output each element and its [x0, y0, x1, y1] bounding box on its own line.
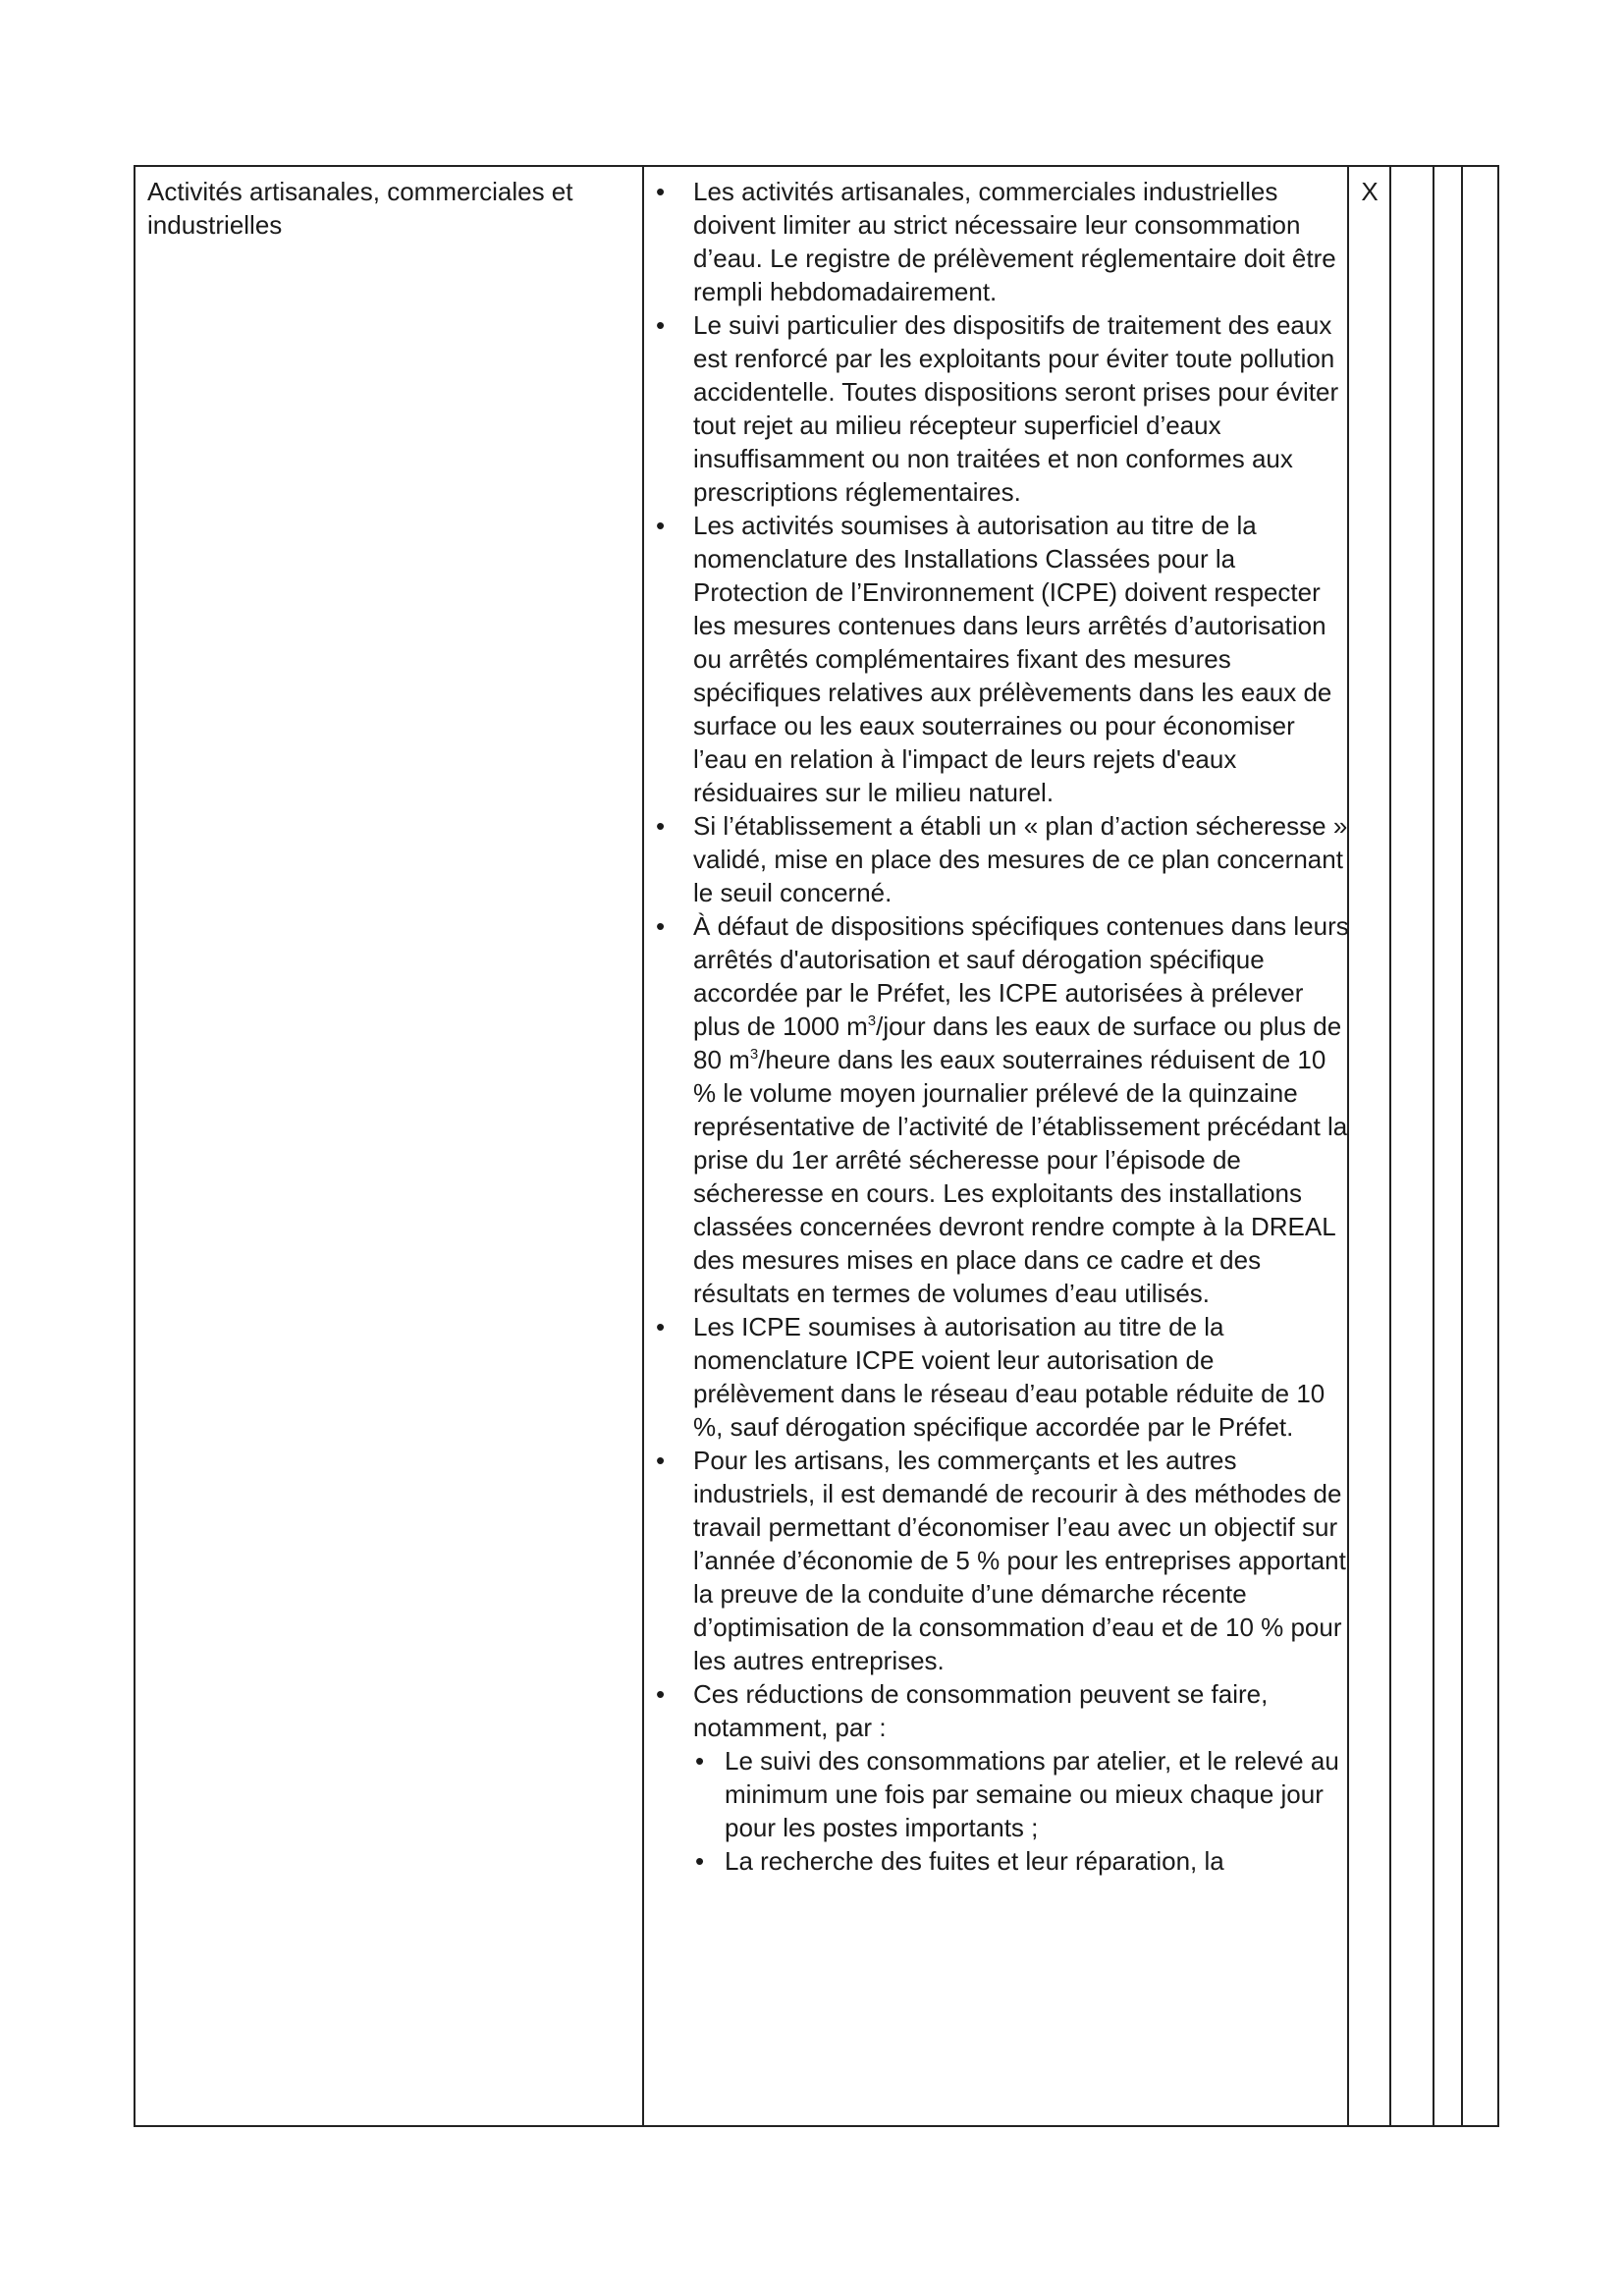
- measure-text: Ces réductions de consommation peuvent se faire, notamment, par :: [693, 1679, 1269, 1742]
- measure-item: • Si l’établissement a établi un « plan d’action sécheresse » validé, mise en place des mesures de ce plan concernant le seuil concerné.: [654, 809, 1349, 909]
- superscript-three: 3: [749, 1046, 759, 1063]
- measure-item: • Les activités artisanales, commerciales industrielles doivent limiter au strict nécessaire leur consommation d’eau. Le registre de prélèvement réglementaire doit être rempli hebdomadairement.: [654, 175, 1349, 308]
- measure-item: • Le suivi particulier des dispositifs de traitement des eaux est renforcé par les exploitants pour éviter toute pollution accidentelle. Toutes dispositions seront prises pour éviter tout rejet au milieu récepteur superficiel d’eaux insuffisamment ou non traitées et non conformes aux prescriptions réglementaires.: [654, 308, 1349, 509]
- checkbox-mark: X: [1361, 177, 1379, 206]
- column-divider: [1433, 167, 1434, 2125]
- measures-table: [134, 165, 1499, 2127]
- activity-category-label: Activités artisanales, commerciales et industrielles: [147, 177, 573, 240]
- sub-measures-list: [693, 1744, 1349, 1878]
- measure-item: • Pour les artisans, les commerçants et les autres industriels, il est demandé de recourir à des méthodes de travail permettant d’économiser l’eau avec un objectif sur l’année d’économie de 5 % pour les entreprises apportant la preuve de la conduite d’une démarche récente d’optimisation de la consommation d’eau et de 10 % pour les autres entreprises.: [654, 1444, 1349, 1677]
- measure-text: /heure dans les eaux souterraines réduisent de 10 % le volume moyen journalier prélevé de la quinzaine représentative de l’activité de l’établissement précédant la prise du 1er arrêté sécheresse pour l’épisode de sécheresse en cours. Les exploitants des installations classées concernées devront rendre compte à la DREAL des mesures mises en place dans ce cadre et des résultats en termes de volumes d’eau utilisés.: [693, 1045, 1348, 1308]
- sub-measure-item: • Le suivi des consommations par atelier, et le relevé au minimum une fois par semaine ou mieux chaque jour pour les postes importants ;: [693, 1744, 1349, 1844]
- column-divider: [1461, 167, 1463, 2125]
- measure-item: [654, 1677, 1349, 1878]
- measure-text: /jour dans les eaux de surface ou plus de 80 m: [693, 1011, 1342, 1074]
- measure-text: À défaut de dispositions spécifiques contenues dans leurs arrêtés d'autorisation et sauf dérogation spécifique accordée par le Préfet, les ICPE autorisées à prélever plus de 1000 m: [693, 911, 1349, 1041]
- sub-measure-item: • La recherche des fuites et leur réparation, la: [693, 1844, 1349, 1878]
- superscript-three: 3: [867, 1012, 877, 1029]
- measures-list: [654, 175, 1349, 1878]
- column-divider: [642, 167, 644, 2125]
- measure-item: [654, 909, 1349, 1310]
- measure-item: • Les ICPE soumises à autorisation au titre de la nomenclature ICPE voient leur autorisation de prélèvement dans le réseau d’eau potable réduite de 10 %, sauf dérogation spécifique accordée par le Préfet.: [654, 1310, 1349, 1444]
- column-divider: [1389, 167, 1391, 2125]
- measures-cell: [654, 175, 1349, 1878]
- measure-item: • Les activités soumises à autorisation au titre de la nomenclature des Installations Classées pour la Protection de l’Environnement (ICPE) doivent respecter les mesures contenues dans leurs arrêtés d’autorisation ou arrêtés complémentaires fixant des mesures spécifiques relatives aux prélèvements dans les eaux de surface ou les eaux souterraines ou pour économiser l’eau en relation à l'impact de leurs rejets d'eaux résiduaires sur le milieu naturel.: [654, 509, 1349, 809]
